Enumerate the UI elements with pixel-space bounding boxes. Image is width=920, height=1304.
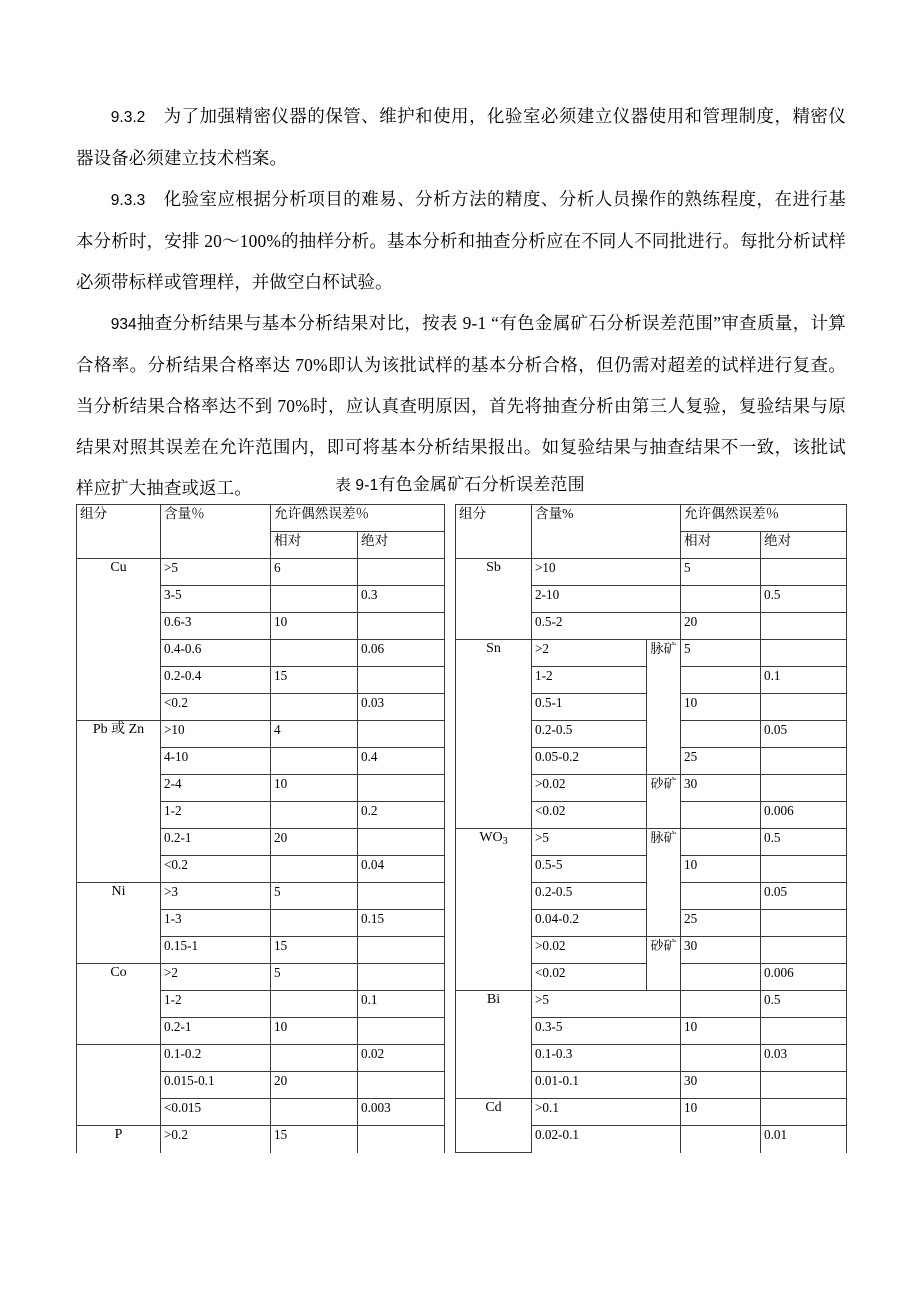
cell-absolute-error: [358, 1072, 445, 1099]
cell-absolute-error: 0.04: [358, 856, 445, 883]
cell-content: 0.5-5: [532, 856, 647, 883]
cell-absolute-error: [761, 748, 847, 775]
cell-relative-error: [681, 802, 761, 829]
cell-content: 0.05-0.2: [532, 748, 647, 775]
cell-content: 0.2-0.4: [161, 667, 271, 694]
table-row: [77, 721, 445, 748]
cell-relative-error: 10: [271, 775, 358, 802]
cell-relative-error: [271, 748, 358, 775]
cell-relative-error: 15: [271, 667, 358, 694]
cell-relative-error: 4: [271, 721, 358, 748]
cell-relative-error: [271, 856, 358, 883]
table-row: [77, 1045, 445, 1072]
cell-ore-type: 砂矿: [647, 775, 681, 829]
cell-absolute-error: [358, 667, 445, 694]
cell-ore-type: 砂矿: [647, 937, 681, 991]
cell-relative-error: 20: [271, 1072, 358, 1099]
paragraph-932-text: 为了加强精密仪器的保管、维护和使用，化验室必须建立仪器使用和管理制度，精密仪器设备必须建立技术档案。: [76, 106, 846, 168]
cell-relative-error: 25: [681, 748, 761, 775]
table-row: [77, 1126, 445, 1153]
cell-absolute-error: [761, 1018, 847, 1045]
cell-absolute-error: 0.006: [761, 802, 847, 829]
cell-relative-error: 10: [681, 1099, 761, 1126]
cell-absolute-error: [761, 1099, 847, 1126]
cell-relative-error: 15: [271, 1126, 358, 1153]
group-label-Ni: Ni: [77, 883, 161, 964]
cell-relative-error: [681, 1045, 761, 1072]
cell-relative-error: 30: [681, 937, 761, 964]
cell-absolute-error: [358, 775, 445, 802]
cell-content: 4-10: [161, 748, 271, 775]
left-header-component: 组分: [77, 505, 161, 559]
cell-relative-error: 5: [271, 964, 358, 991]
cell-content: 1-2: [532, 667, 647, 694]
right-header-relative: 相对: [681, 532, 761, 559]
cell-relative-error: 25: [681, 910, 761, 937]
cell-relative-error: [681, 829, 761, 856]
paragraph-934-number: 934: [110, 316, 137, 333]
cell-absolute-error: [761, 856, 847, 883]
cell-absolute-error: [761, 910, 847, 937]
cell-absolute-error: 0.003: [358, 1099, 445, 1126]
cell-relative-error: [271, 586, 358, 613]
group-label-P: P: [77, 1126, 161, 1153]
cell-relative-error: [681, 1126, 761, 1153]
cell-relative-error: 30: [681, 1072, 761, 1099]
cell-content: >0.02: [532, 775, 647, 802]
cell-content: 0.015-0.1: [161, 1072, 271, 1099]
cell-content: >5: [532, 829, 647, 856]
cell-relative-error: [271, 802, 358, 829]
cell-content: 1-3: [161, 910, 271, 937]
cell-content: 0.15-1: [161, 937, 271, 964]
cell-absolute-error: 0.03: [761, 1045, 847, 1072]
cell-relative-error: [681, 667, 761, 694]
cell-content: >10: [161, 721, 271, 748]
paragraph-933-number: 9.3.3: [110, 192, 146, 209]
cell-absolute-error: [358, 1126, 445, 1153]
cell-content: 0.2-1: [161, 829, 271, 856]
left-header-content: 含量％: [161, 505, 271, 559]
cell-relative-error: [681, 883, 761, 910]
cell-absolute-error: [358, 559, 445, 586]
cell-absolute-error: [358, 721, 445, 748]
cell-absolute-error: 0.5: [761, 991, 847, 1018]
right-header-content: 含量%: [532, 505, 681, 559]
cell-content: 0.2-0.5: [532, 721, 647, 748]
cell-relative-error: [271, 991, 358, 1018]
cell-absolute-error: [761, 775, 847, 802]
cell-relative-error: 20: [271, 829, 358, 856]
left-header-relative: 相对: [271, 532, 358, 559]
cell-absolute-error: 0.5: [761, 829, 847, 856]
left-header-error: 允许偶然误差％: [271, 505, 445, 532]
cell-relative-error: 10: [271, 613, 358, 640]
cell-absolute-error: [761, 640, 847, 667]
cell-absolute-error: 0.03: [358, 694, 445, 721]
table-row: [77, 559, 445, 586]
cell-content: >2: [532, 640, 647, 667]
cell-content: 0.04-0.2: [532, 910, 647, 937]
cell-content: 1-2: [161, 802, 271, 829]
cell-relative-error: 6: [271, 559, 358, 586]
cell-relative-error: 10: [681, 1018, 761, 1045]
group-label-Cu: Cu: [77, 559, 161, 721]
cell-content: <0.02: [532, 964, 647, 991]
cell-ore-type: 脉矿: [647, 640, 681, 775]
cell-absolute-error: 0.4: [358, 748, 445, 775]
left-header-absolute: 绝对: [358, 532, 445, 559]
cell-content: >3: [161, 883, 271, 910]
cell-content: 0.1-0.2: [161, 1045, 271, 1072]
cell-absolute-error: [358, 937, 445, 964]
cell-relative-error: 20: [681, 613, 761, 640]
cell-absolute-error: [358, 883, 445, 910]
cell-absolute-error: [761, 1072, 847, 1099]
group-label-blank-4: [77, 1045, 161, 1126]
cell-relative-error: [271, 910, 358, 937]
paragraph-934-text: 抽查分析结果与基本分析结果对比，按表 9-1 “有色金属矿石分析误差范围”审查质量，计算合格率。分析结果合格率达 70%即认为该批试样的基本分析合格，但仍需对超差的试样进行复查。当分析结果合格率达不到 70%时，应认真查明原因，首先将抽查分析由第三人复验，复验结果与原结果对照其误差在允许范围内，即可将基本分析结果报出。如复验结果与抽查结果不一致，该批试样应扩大抽查或返工。: [76, 313, 846, 498]
cell-relative-error: [271, 640, 358, 667]
cell-absolute-error: [761, 613, 847, 640]
cell-content: <0.2: [161, 856, 271, 883]
group-label-Sn: Sn: [456, 640, 532, 829]
cell-relative-error: [271, 1099, 358, 1126]
cell-absolute-error: [761, 559, 847, 586]
paragraph-932: [76, 96, 846, 179]
table-row: [77, 883, 445, 910]
cell-relative-error: [271, 1045, 358, 1072]
cell-content: <0.2: [161, 694, 271, 721]
body-text-block: [76, 96, 846, 509]
right-header-component: 组分: [456, 505, 532, 559]
cell-relative-error: [681, 586, 761, 613]
cell-relative-error: [681, 991, 761, 1018]
cell-relative-error: 5: [271, 883, 358, 910]
cell-content: <0.015: [161, 1099, 271, 1126]
error-range-tables: [76, 504, 846, 1304]
cell-absolute-error: 0.2: [358, 802, 445, 829]
cell-content: 0.2-1: [161, 1018, 271, 1045]
right-table-body: [456, 505, 847, 1153]
cell-relative-error: 10: [681, 694, 761, 721]
cell-absolute-error: 0.1: [761, 667, 847, 694]
cell-absolute-error: 0.5: [761, 586, 847, 613]
left-table-body: [77, 505, 445, 1153]
cell-relative-error: 10: [681, 856, 761, 883]
cell-relative-error: 30: [681, 775, 761, 802]
cell-ore-type: 脉矿: [647, 829, 681, 937]
cell-absolute-error: 0.3: [358, 586, 445, 613]
table-caption-number: 表 9-1: [335, 477, 379, 494]
cell-content: 0.02-0.1: [532, 1126, 681, 1153]
table-row: [456, 991, 847, 1018]
cell-content: 0.1-0.3: [532, 1045, 681, 1072]
cell-absolute-error: [358, 964, 445, 991]
error-table-right-grid: [455, 504, 847, 1153]
cell-content: 0.01-0.1: [532, 1072, 681, 1099]
cell-content: >10: [532, 559, 681, 586]
cell-content: >0.02: [532, 937, 647, 964]
cell-content: >5: [532, 991, 681, 1018]
table-row: [456, 640, 847, 667]
right-header-error: 允许偶然误差％: [681, 505, 847, 532]
cell-relative-error: 15: [271, 937, 358, 964]
paragraph-933: [76, 179, 846, 303]
cell-absolute-error: [761, 694, 847, 721]
cell-content: 0.6-3: [161, 613, 271, 640]
group-label-Co: Co: [77, 964, 161, 1045]
cell-relative-error: [681, 964, 761, 991]
cell-absolute-error: [358, 613, 445, 640]
cell-absolute-error: 0.1: [358, 991, 445, 1018]
cell-content: 0.3-5: [532, 1018, 681, 1045]
right-header-absolute: 绝对: [761, 532, 847, 559]
cell-content: <0.02: [532, 802, 647, 829]
cell-absolute-error: 0.05: [761, 721, 847, 748]
cell-content: 2-10: [532, 586, 681, 613]
group-label-Pb-或-Zn: Pb 或 Zn: [77, 721, 161, 883]
paragraph-933-text: 化验室应根据分析项目的难易、分析方法的精度、分析人员操作的熟练程度，在进行基本分析时，安排 20～100%的抽样分析。基本分析和抽查分析应在不同人不同批进行。每批分析试样必须带标样或管理样，并做空白杯试验。: [76, 189, 846, 292]
cell-content: >2: [161, 964, 271, 991]
group-label-WO3: $WO_3$: [456, 829, 532, 991]
cell-relative-error: [681, 721, 761, 748]
cell-absolute-error: 0.01: [761, 1126, 847, 1153]
cell-absolute-error: [358, 1018, 445, 1045]
error-table-right: [455, 504, 846, 1153]
cell-content: 0.5-1: [532, 694, 647, 721]
cell-content: 3-5: [161, 586, 271, 613]
error-table-left-grid: [76, 504, 445, 1153]
cell-absolute-error: [761, 937, 847, 964]
table-row: [456, 1099, 847, 1126]
table-row: [456, 559, 847, 586]
table-row: [77, 964, 445, 991]
cell-content: 0.4-0.6: [161, 640, 271, 667]
group-label-Bi: Bi: [456, 991, 532, 1099]
cell-relative-error: 5: [681, 559, 761, 586]
cell-absolute-error: 0.02: [358, 1045, 445, 1072]
cell-content: >5: [161, 559, 271, 586]
subscript: 3: [502, 835, 508, 847]
group-label-Sb: Sb: [456, 559, 532, 640]
cell-absolute-error: 0.006: [761, 964, 847, 991]
cell-relative-error: 5: [681, 640, 761, 667]
cell-content: 2-4: [161, 775, 271, 802]
right-header-row-1: [456, 505, 847, 532]
cell-absolute-error: 0.06: [358, 640, 445, 667]
cell-content: >0.2: [161, 1126, 271, 1153]
cell-content: 0.5-2: [532, 613, 681, 640]
cell-content: 0.2-0.5: [532, 883, 647, 910]
table-caption-title: 有色金属矿石分析误差范围: [378, 475, 585, 494]
table-row: [456, 829, 847, 856]
cell-content: >0.1: [532, 1099, 681, 1126]
cell-content: 1-2: [161, 991, 271, 1018]
cell-absolute-error: [358, 829, 445, 856]
group-label-Cd: Cd: [456, 1099, 532, 1153]
cell-relative-error: 10: [271, 1018, 358, 1045]
paragraph-932-number: 9.3.2: [110, 109, 146, 126]
cell-absolute-error: 0.05: [761, 883, 847, 910]
table-caption: [0, 470, 920, 495]
cell-relative-error: [271, 694, 358, 721]
left-header-row-1: [77, 505, 445, 532]
error-table-left: [76, 504, 444, 1153]
cell-absolute-error: 0.15: [358, 910, 445, 937]
